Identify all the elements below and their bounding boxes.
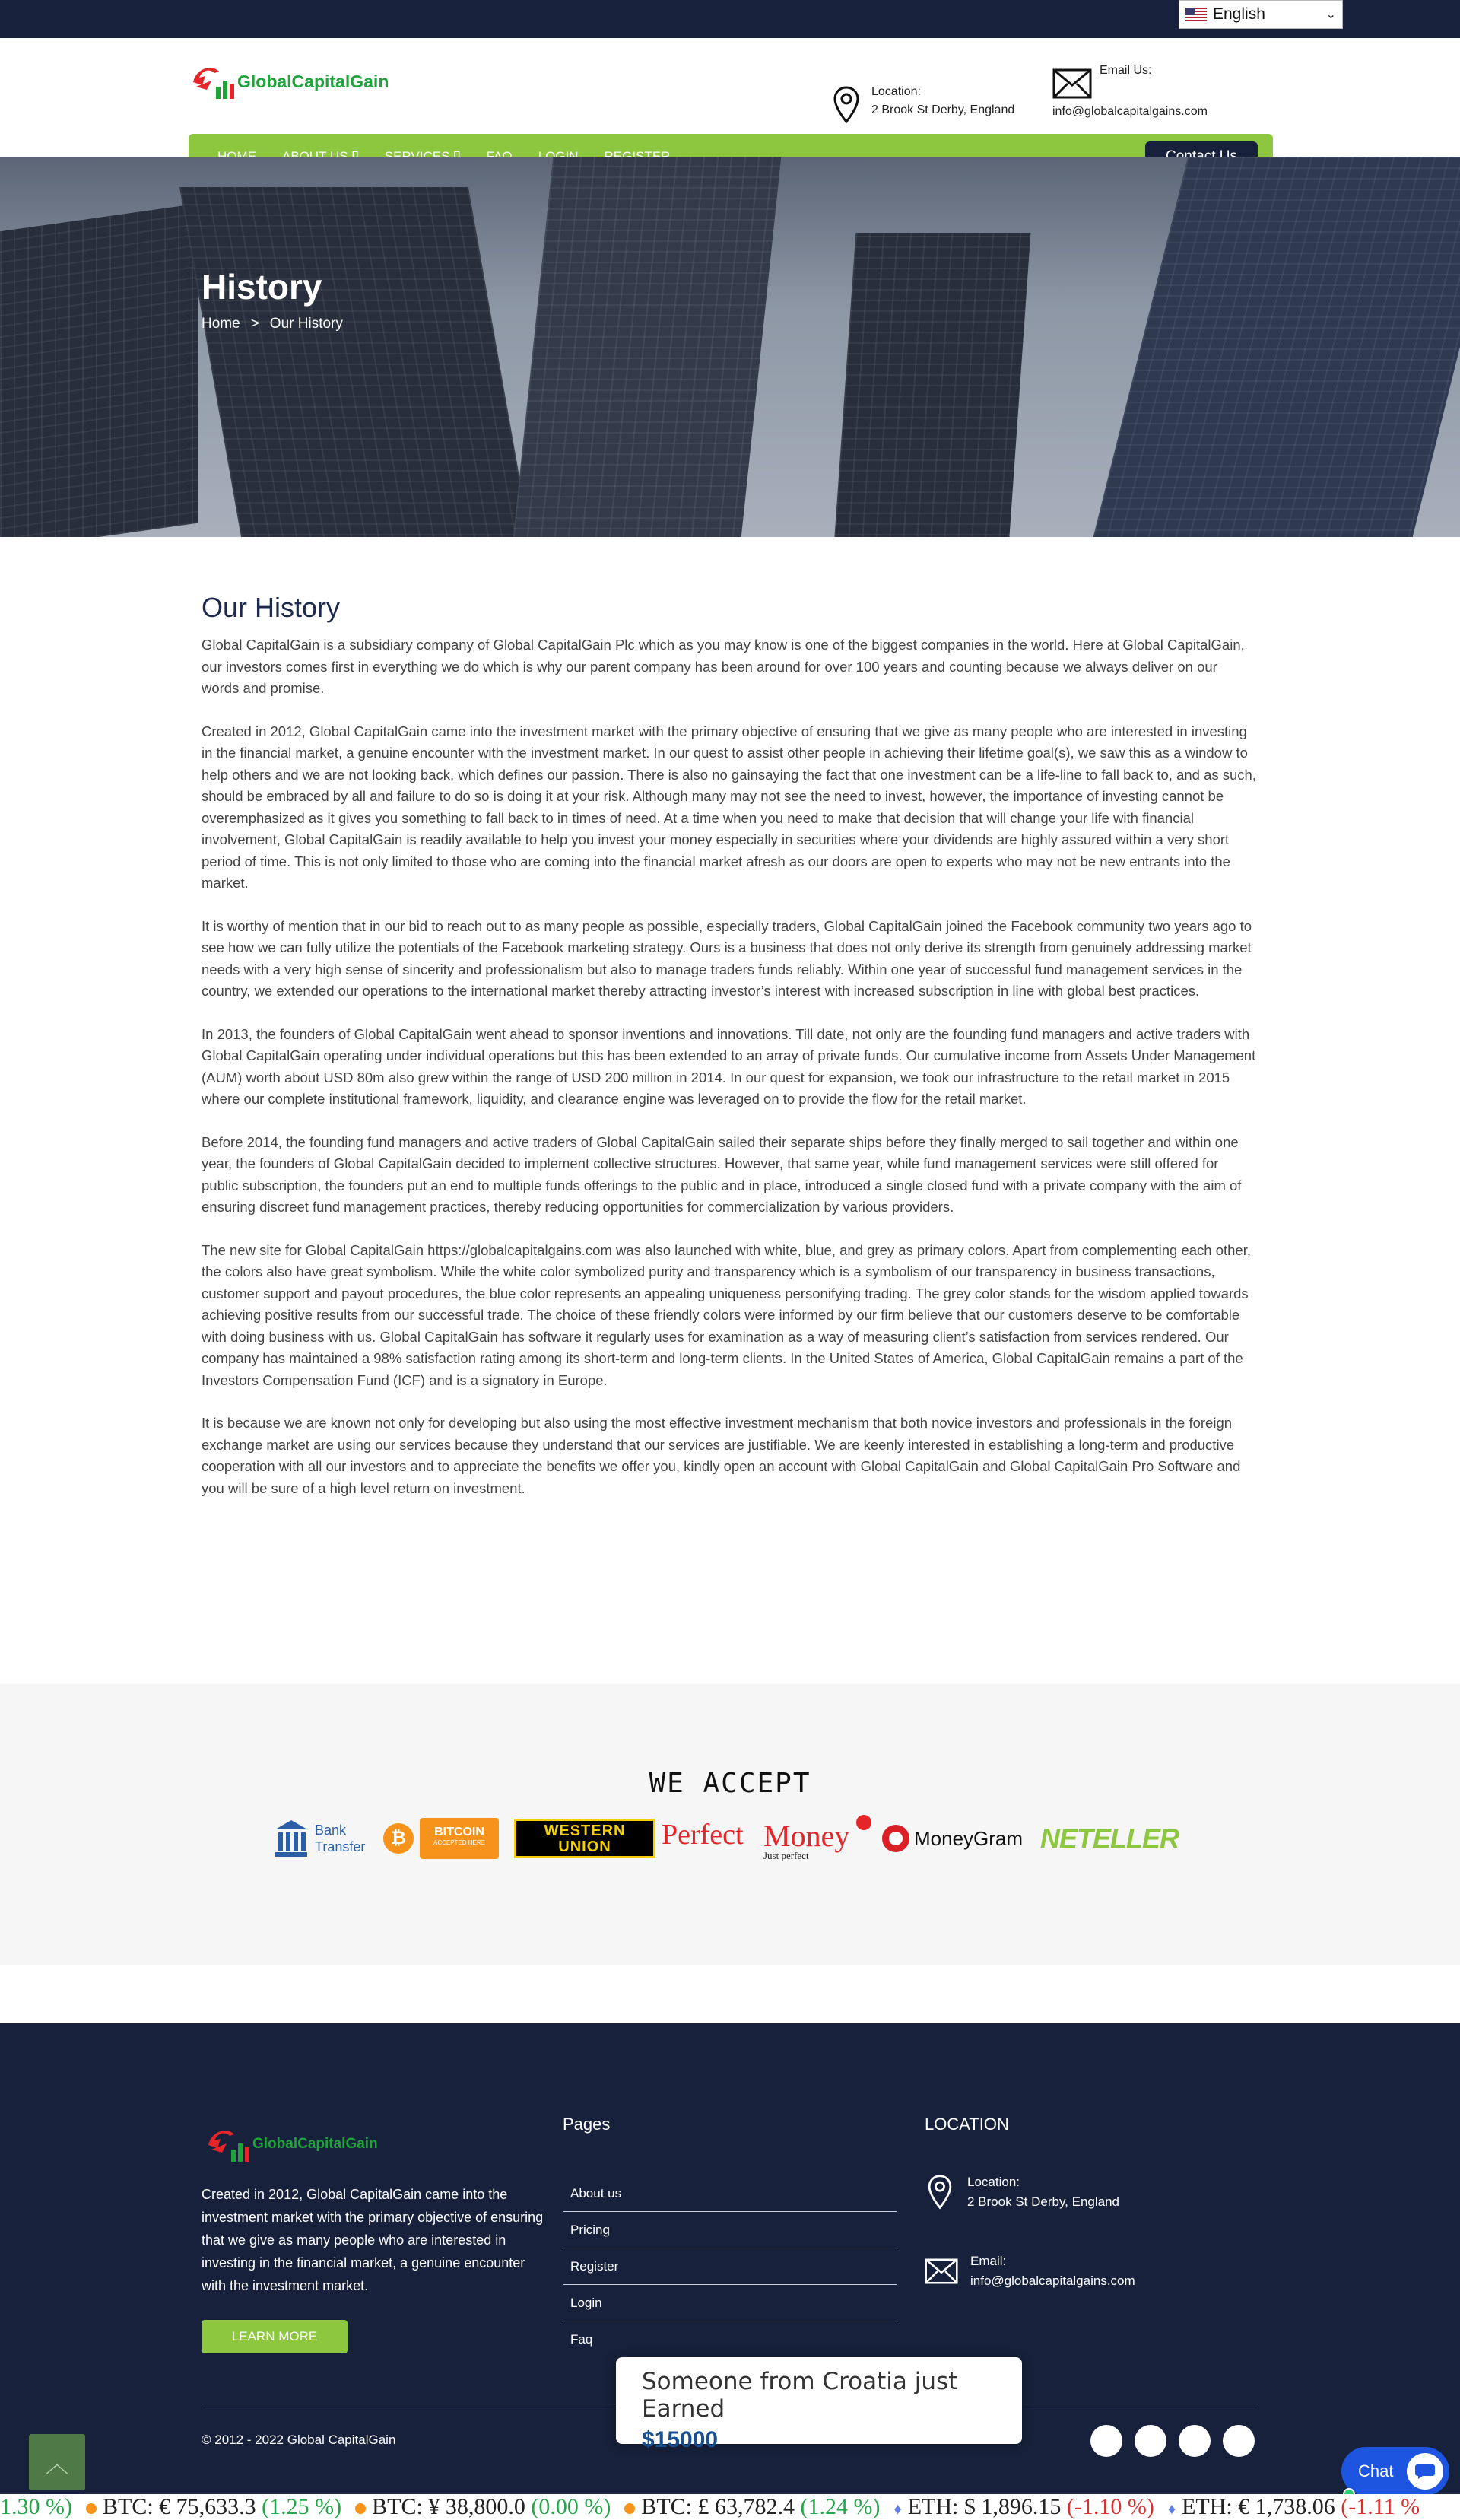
perfect-money-badge-icon — [856, 1815, 871, 1830]
bitcoin-sub-label: ACCEPTED HERE — [433, 1839, 485, 1846]
bitcoin-label: BITCOIN — [434, 1826, 484, 1838]
footer-link-login[interactable]: Login — [563, 2285, 897, 2321]
bitcoin-icon — [624, 2503, 635, 2514]
bank-label-1: Bank — [315, 1822, 347, 1838]
ticker-item — [86, 2494, 341, 2520]
ticker-change: 1.30 %) — [0, 2494, 72, 2519]
chat-bubble-icon — [1407, 2453, 1443, 2490]
us-flag-icon — [1185, 8, 1207, 21]
footer-brand-name: GlobalCapitalGain — [252, 2136, 378, 2152]
ticker-change: (0.00 %) — [531, 2494, 611, 2519]
perfect-money-label-b: Money — [763, 1819, 850, 1853]
perfect-money-label-a: Perfect — [662, 1819, 744, 1851]
footer-about-text: Created in 2012, Global CapitalGain came into the investment market with the primary objective of ensuring that we give as many people who are interested in investing in the financial market, a genuine encounter with the investment market. — [202, 2187, 544, 2293]
social-icon-1[interactable] — [1090, 2425, 1122, 2457]
social-icon-2[interactable] — [1135, 2425, 1166, 2457]
footer-email-value[interactable]: info@globalcapitalgains.com — [970, 2274, 1135, 2288]
ticker-item — [1168, 2494, 1420, 2520]
bank-icon — [274, 1819, 309, 1858]
western-union-label-1: WESTERN — [544, 1822, 626, 1839]
moneygram-label: MoneyGram — [914, 1826, 1024, 1850]
moneygram-logo — [882, 1813, 1023, 1864]
footer-link-about[interactable]: About us — [563, 2175, 897, 2212]
ticker-price: BTC: ¥ 38,800.0 — [372, 2494, 532, 2519]
chat-widget-button[interactable] — [1341, 2447, 1449, 2496]
bank-label-2: Transfer — [315, 1839, 366, 1854]
breadcrumb-separator: > — [250, 316, 259, 332]
map-pin-icon — [925, 2174, 955, 2210]
notification-amount: $15000 — [642, 2427, 719, 2452]
history-paragraph: Global CapitalGain is a subsidiary company of Global CapitalGain Plc which as you may know is one of the biggest companies in the world. Here at Global CapitalGain, our investors comes first in everything we do which is why our parent company has been around for over 100 years and counting because we always deliver on our words and promise. — [202, 637, 1245, 696]
brand-logo[interactable] — [189, 59, 389, 103]
footer-link-register[interactable]: Register — [563, 2248, 897, 2285]
ticker-change: (-1.10 %) — [1066, 2494, 1154, 2519]
header-location — [832, 85, 1014, 125]
footer-pages-title: Pages — [563, 2115, 611, 2134]
ticker-change: (1.25 %) — [262, 2494, 342, 2519]
footer-email-label: Email: — [970, 2254, 1007, 2268]
chevron-up-icon: ︿ — [46, 2452, 68, 2477]
ticker-item — [624, 2494, 880, 2520]
moneygram-icon — [882, 1825, 909, 1852]
hero-banner — [0, 157, 1460, 537]
social-icon-3[interactable] — [1179, 2425, 1211, 2457]
bitcoin-icon — [86, 2503, 97, 2514]
header-email-value[interactable]: info@globalcapitalgains.com — [1052, 105, 1208, 118]
bull-logo-icon — [204, 2122, 252, 2166]
breadcrumb-home[interactable]: Home — [202, 316, 240, 332]
bank-transfer-logo — [274, 1813, 365, 1864]
ticker-price: BTC: € 75,633.3 — [102, 2494, 262, 2519]
crypto-price-ticker — [0, 2494, 1460, 2520]
notification-message: Someone from Croatia just Earned — [642, 2368, 958, 2423]
language-label: English — [1213, 5, 1265, 23]
header-location-value: 2 Brook St Derby, England — [871, 103, 1015, 116]
ticker-change: (1.24 %) — [800, 2494, 881, 2519]
footer-logo[interactable] — [204, 2122, 378, 2166]
neteller-logo — [1040, 1813, 1179, 1864]
header-email-label: Email Us: — [1100, 64, 1152, 77]
breadcrumb-current: Our History — [269, 316, 343, 332]
history-paragraph: Before 2014, the founding fund managers and active traders of Global CapitalGain sailed their separate ships before they finally merged to sail together and within one year, the founders of Global CapitalGain decided to implement collective structures. However, that same year, while fund management services were still offered for public subscription, the founders put an end to multiple funds offerings to the public and in place, introduced a single closed fund with a private company with the aim of ensuring discreet fund management practices, thereby reducing opportunities for commercialization by various providers. — [202, 1133, 1242, 1215]
section-title: Our History — [202, 592, 341, 623]
western-union-label-2: UNION — [558, 1838, 611, 1855]
copyright-text: © 2012 - 2022 Global CapitalGain — [202, 2433, 396, 2447]
bitcoin-icon — [355, 2503, 366, 2514]
payment-methods-section — [0, 1684, 1460, 1965]
perfect-money-logo — [662, 1813, 868, 1864]
scroll-to-top-button[interactable] — [29, 2434, 85, 2490]
top-bar — [0, 0, 1460, 38]
social-icon-4[interactable] — [1223, 2425, 1255, 2457]
ticker-price: ETH: $ 1,896.15 — [907, 2494, 1067, 2519]
footer-location-title: LOCATION — [925, 2115, 1009, 2134]
envelope-icon — [925, 2258, 958, 2284]
ethereum-icon: ♦ — [1167, 2501, 1176, 2518]
footer-location-label: Location: — [967, 2175, 1020, 2189]
breadcrumb — [202, 316, 343, 332]
earnings-notification — [616, 2357, 1022, 2452]
history-paragraph: It is worthy of mention that in our bid to reach out to as many people as possible, especially traders, Global CapitalGain joined the Facebook community two years ago to see how we can fully utilize the potentials of the Facebook marketing strategy. Ours is a business that does not only derive its strength from genuinely addressing market needs with a very high sense of sincerity and professionalism but also to manage traders funds reliably. Within one year of successful fund management services in the country, we extended our operations to the international market thereby attracting investor’s interest with increased subscription in line with global best practices. — [202, 917, 1252, 999]
page-title: History — [202, 267, 322, 307]
footer-pages-list — [563, 2175, 897, 2358]
footer-link-faq[interactable]: Faq — [570, 2332, 593, 2347]
accept-title: WE ACCEPT — [649, 1768, 811, 1799]
ethereum-icon: ♦ — [893, 2501, 902, 2518]
bull-logo-icon — [189, 59, 237, 103]
header-location-label: Location: — [871, 85, 921, 98]
bitcoin-icon: ₿ — [383, 1823, 414, 1854]
ticker-price: ETH: € 1,738.06 — [1182, 2494, 1341, 2519]
ticker-item — [0, 2494, 72, 2520]
western-union-logo — [514, 1813, 655, 1864]
chat-label: Chat — [1358, 2461, 1394, 2480]
history-paragraph: The new site for Global CapitalGain https://globalcapitalgains.com was also launched with white, blue, and grey as primary colors. Apart from complementing each other, the colors also have great symbolism. While the white color symbolized purity and transparency which is a symbolism of our transparency in business transactions, customer support and payout procedures, the blue color represents an appealing uniqueness personifying trading. The grey color stands for the wisdom applied towards achieving positive results from our successful trade. The choice of these friendly colors were informed by our firm believe that our customers deserve to be comfortable with doing business with us. Global CapitalGain has software it regularly uses for examination as a way of measuring client’s satisfaction from services rendered. Our company has maintained a 98% satisfaction rating among its short-term and long-term clients. In the United States of America, Global CapitalGain remains a part of the Investors Compensation Fund (ICF) and is a signatory in Europe. — [202, 1241, 1251, 1388]
map-pin-icon — [832, 85, 861, 125]
brand-name: GlobalCapitalGain — [237, 71, 389, 91]
history-paragraph: It is because we are known not only for developing but also using the most effective investment mechanism that both novice investors and professionals in the foreign exchange market are using our services because they understand that our services are justifiable. We are keenly interested in establishing a long-term and productive cooperation with all our investors and to appreciate the benefits we offer you, kindly open an account with Global CapitalGain and Global CapitalGain Pro Software and you will be sure of a high level return on investment. — [202, 1415, 1241, 1496]
footer-location — [925, 2172, 1119, 2212]
history-section — [202, 592, 1258, 1521]
ticker-change: (-1.11 % — [1341, 2494, 1420, 2519]
history-paragraph: Created in 2012, Global CapitalGain came into the investment market with the primary objective of ensuring that we give as many people who are interested in investing in the financial market, a genuine encounter with the investment market. In our quest to assist other people in achieving their lifetime goal(s), we saw this as a window to help others and we are not looking back, which defines our passion. There is also no gainsaying the fact that one investment can be a life-line to fall back to, and as such, should be embraced by all and failure to do so is doing it at your risk. Although many may not see the need to invest, however, the importance of investing cannot be overemphasized as it gives you something to fall back to in times of need. At a time when you need to make that decision that will change your life with financial involvement, Global CapitalGain is readily available to help you invest your money especially in securities where your dividends are highly assured within a very short period of time. This is not only limited to those who are coming into the financial market afresh as our doors are open to experts who may not be new entrants into the market. — [202, 723, 1256, 891]
footer-link-pricing[interactable]: Pricing — [563, 2212, 897, 2248]
neteller-label: NETELLER — [1040, 1822, 1179, 1854]
hero-overlay — [0, 157, 1460, 537]
learn-more-button[interactable]: LEARN MORE — [202, 2320, 348, 2353]
bitcoin-logo — [383, 1813, 499, 1864]
perfect-money-sub-label: Just perfect — [763, 1850, 809, 1861]
history-paragraph: In 2013, the founders of Global CapitalGain went ahead to sponsor inventions and innovations. Till date, not only are the founding fund managers and active traders with Global CapitalGain operating under individual operations but this has been extended to an array of private funds. Our cumulative income from Assets Under Management (AUM) worth about USD 80m also grew within the range of USD 200 million in 2014. In our quest for expansion, we took our infrastructure to the retail market in 2015 where our complete institutional framework, liquidity, and clearance engine was leveraged on to provide the flow for the retail market. — [202, 1025, 1256, 1107]
envelope-icon — [1052, 68, 1092, 99]
header-email — [1052, 64, 1281, 125]
ticker-item — [894, 2494, 1154, 2520]
footer-email — [925, 2251, 1135, 2291]
language-select[interactable] — [1179, 0, 1343, 29]
chevron-down-icon: ⌄ — [1325, 8, 1336, 21]
ticker-price: BTC: £ 63,782.4 — [641, 2494, 801, 2519]
footer-location-value: 2 Brook St Derby, England — [967, 2194, 1120, 2209]
ticker-item — [355, 2494, 611, 2520]
